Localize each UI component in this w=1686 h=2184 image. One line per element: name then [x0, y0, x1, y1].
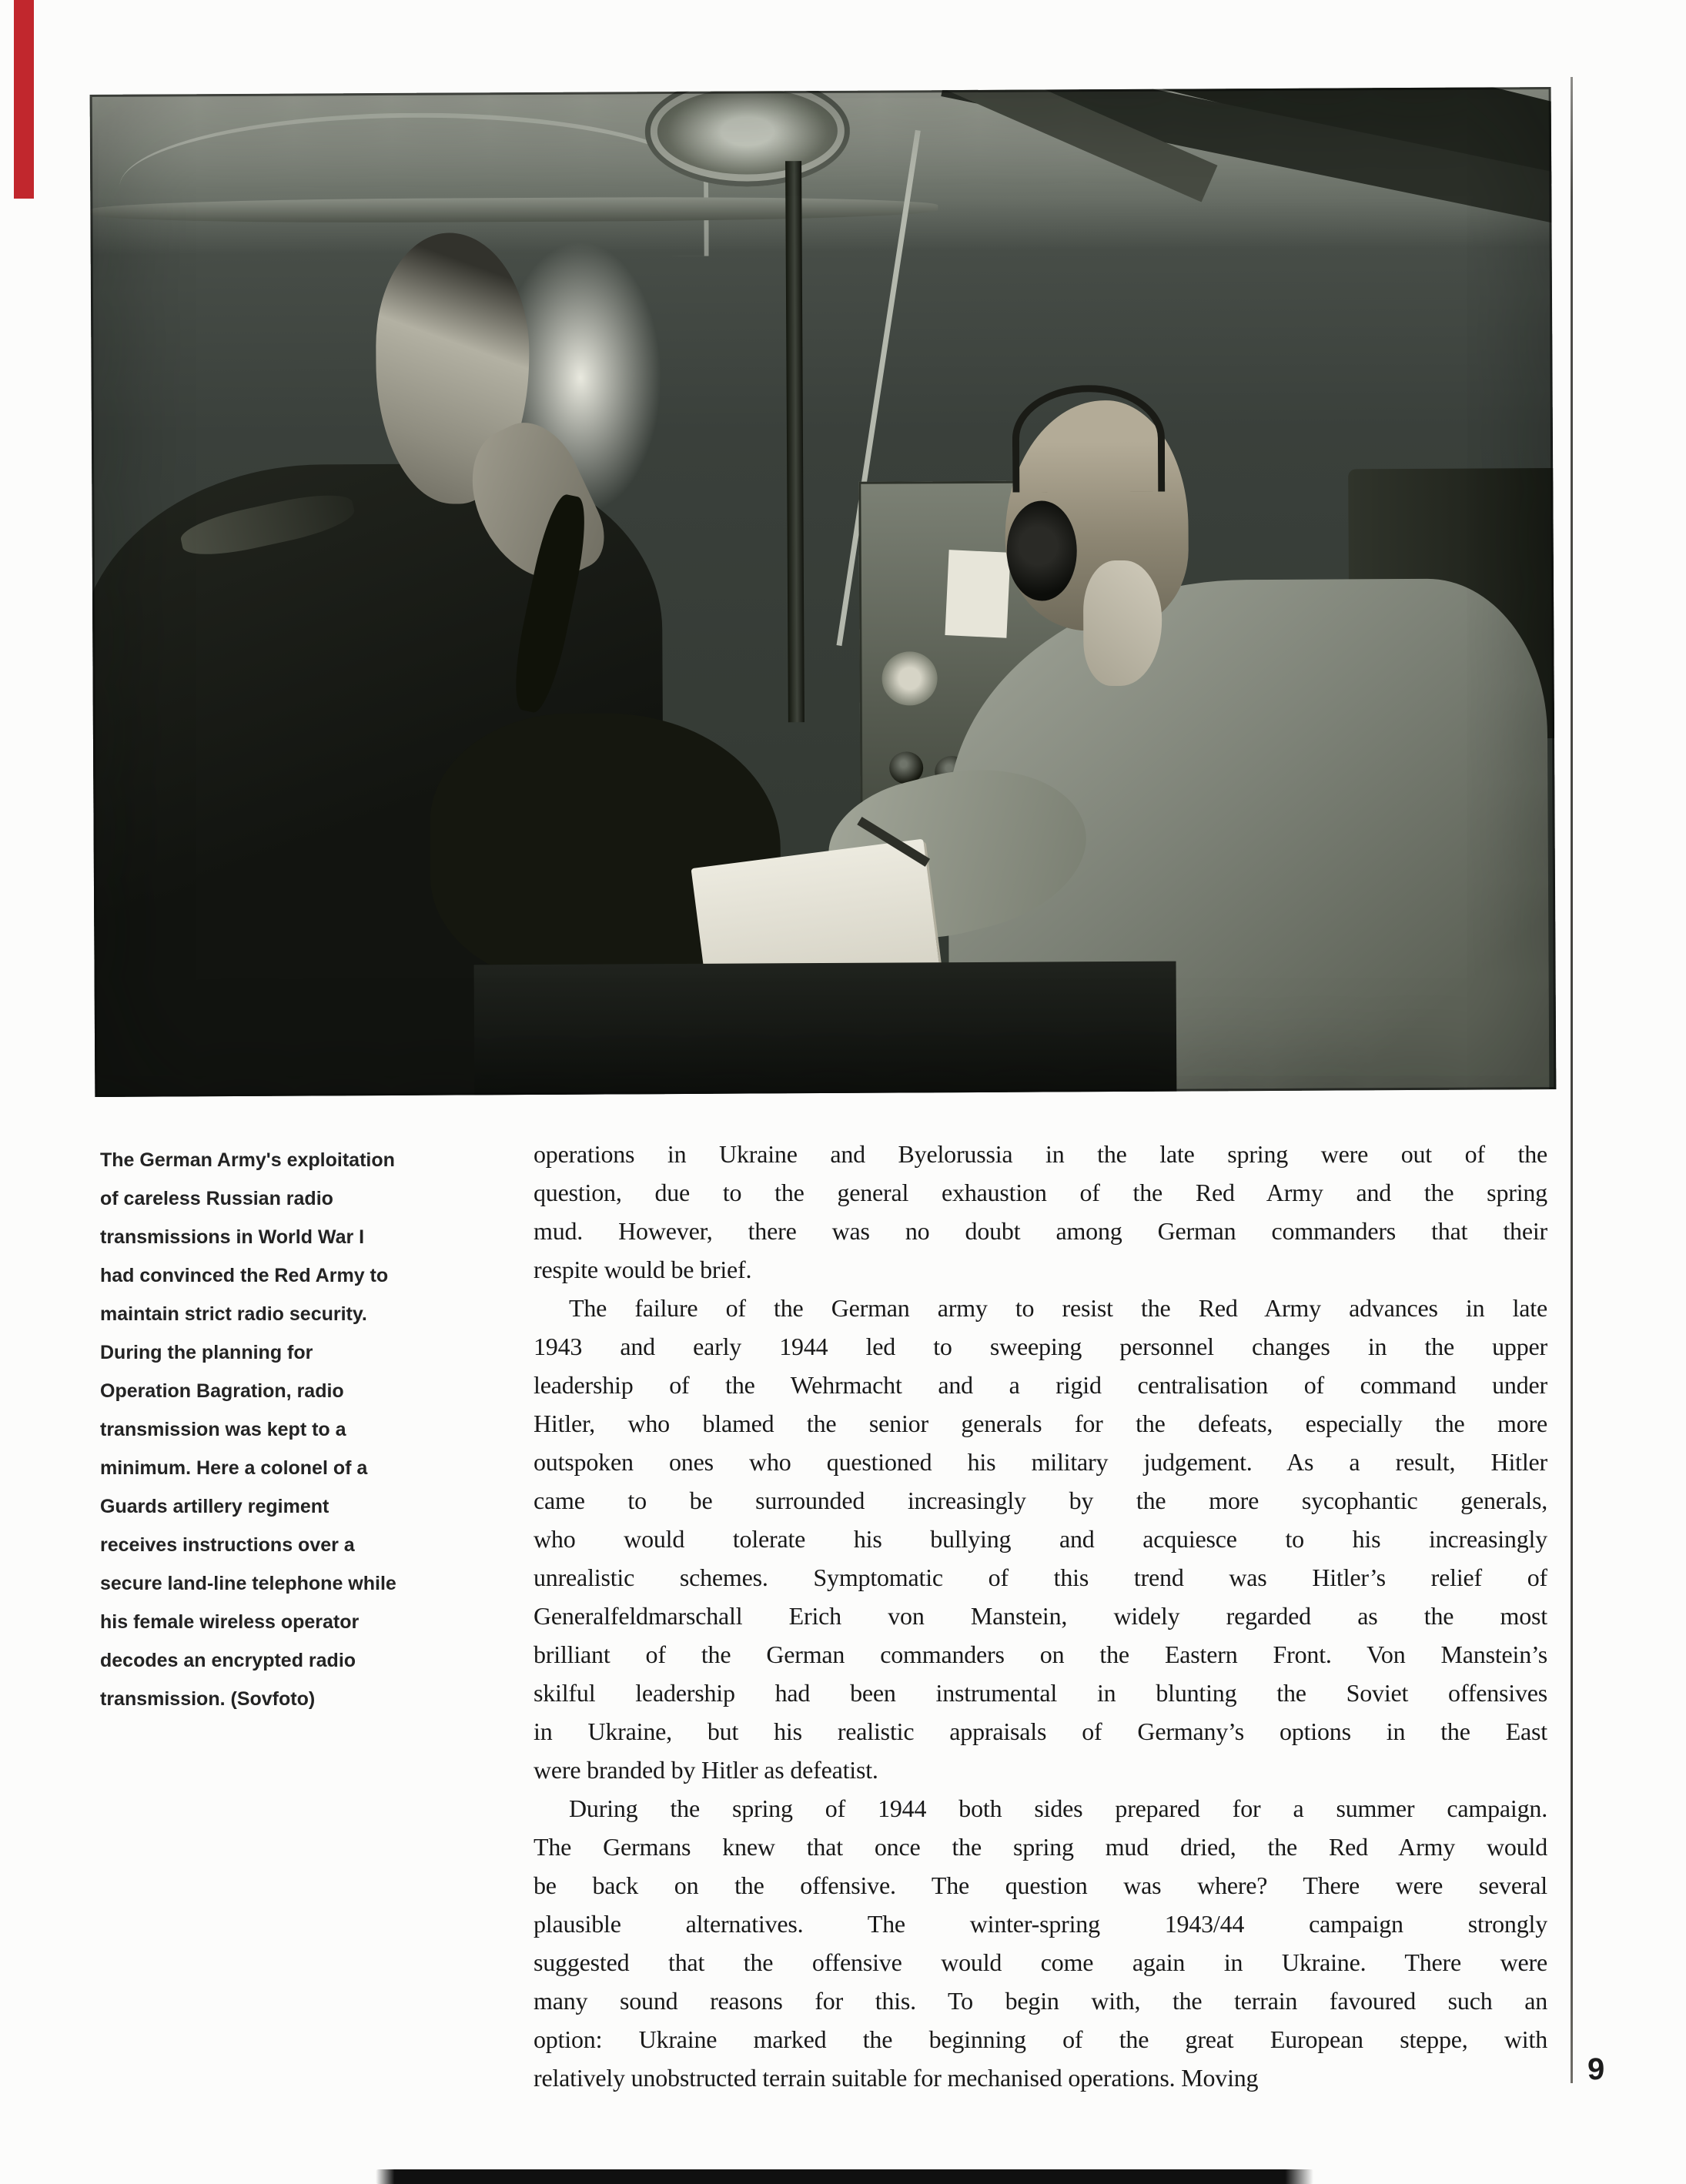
body-paragraph — [534, 1135, 1547, 1289]
body-line: leadership of the Wehrmacht and a rigid centralisation of command under — [534, 1371, 1547, 1399]
caption-line: Guards artillery regiment — [100, 1496, 330, 1517]
photo-radio-card — [945, 550, 1011, 637]
body-line: came to be surrounded increasingly by the more sycophantic generals, — [534, 1487, 1547, 1514]
caption-line: The German Army's exploitation — [100, 1149, 395, 1171]
caption-line: of careless Russian radio — [100, 1188, 333, 1209]
photo-headphone-cup — [1007, 500, 1078, 601]
photo-caption — [100, 1141, 502, 1718]
body-line: question, due to the general exhaustion of the Red Army and the spring — [534, 1179, 1547, 1206]
photo-radio-room — [90, 87, 1557, 1097]
body-line: mud. However, there was no doubt among German commanders that their — [534, 1217, 1547, 1245]
body-line: outspoken ones who questioned his military judgement. As a result, Hitler — [534, 1448, 1547, 1476]
body-line: Generalfeldmarschall Erich von Manstein, widely regarded as the most — [534, 1602, 1547, 1630]
body-line: Hitler, who blamed the senior generals for the defeats, especially the more — [534, 1410, 1547, 1437]
photo-support-pole — [786, 161, 805, 722]
body-line: unrealistic schemes. Symptomatic of this trend was Hitler’s relief of — [534, 1564, 1547, 1591]
caption-line: minimum. Here a colonel of a — [100, 1457, 368, 1479]
page-number: 9 — [1587, 2052, 1605, 2086]
body-line: suggested that the offensive would come again in Ukraine. There were — [534, 1948, 1547, 1976]
body-line: brilliant of the German commanders on the Eastern Front. Von Manstein’s — [534, 1641, 1547, 1668]
caption-line: his female wireless operator — [100, 1611, 360, 1633]
body-line: The failure of the German army to resist the Red Army advances in late — [569, 1294, 1547, 1322]
body-line: 1943 and early 1944 led to sweeping personnel changes in the upper — [534, 1333, 1547, 1360]
body-paragraph — [534, 1789, 1547, 2097]
body-line: operations in Ukraine and Byelorussia in the late spring were out of the — [534, 1140, 1547, 1168]
body-line: option: Ukraine marked the beginning of the great European steppe, with — [534, 2025, 1547, 2053]
body-text — [534, 1135, 1547, 2097]
body-paragraph — [534, 1289, 1547, 1789]
red-edge-artifact — [14, 0, 34, 199]
body-line: skilful leadership had been instrumental in blunting the Soviet offensives — [534, 1679, 1547, 1707]
bottom-edge-artifact — [376, 2169, 1313, 2184]
caption-line: transmissions in World War I — [100, 1226, 365, 1248]
caption-line: Operation Bagration, radio — [100, 1380, 344, 1402]
caption-line: During the planning for — [100, 1342, 313, 1363]
caption-line: transmission was kept to a — [100, 1419, 346, 1440]
body-line: were branded by Hitler as defeatist. — [534, 1756, 878, 1784]
body-line: be back on the offensive. The question was where? There were several — [534, 1871, 1547, 1899]
caption-line: transmission. (Sovfoto) — [100, 1688, 316, 1710]
body-line: The Germans knew that once the spring mud dried, the Red Army would — [534, 1833, 1547, 1861]
body-line: respite would be brief. — [534, 1256, 752, 1283]
caption-line: receives instructions over a — [100, 1534, 355, 1556]
right-margin-rule — [1571, 77, 1573, 2083]
body-line: plausible alternatives. The winter-spring 1943/44 campaign strongly — [534, 1910, 1547, 1938]
photo-desk — [474, 961, 1176, 1097]
body-line: who would tolerate his bullying and acquiesce to his increasingly — [534, 1525, 1547, 1553]
body-line: relatively unobstructed terrain suitable for mechanised operations. Moving — [534, 2064, 1259, 2092]
caption-line: secure land-line telephone while — [100, 1573, 396, 1594]
caption-line: had convinced the Red Army to — [100, 1265, 389, 1286]
body-line: in Ukraine, but his realistic appraisals of Germany’s options in the East — [534, 1717, 1547, 1745]
caption-line: maintain strict radio security. — [100, 1303, 367, 1325]
body-line: many sound reasons for this. To begin with, the terrain favoured such an — [534, 1987, 1547, 2015]
body-line: During the spring of 1944 both sides prepared for a summer campaign. — [569, 1794, 1547, 1822]
caption-line: decodes an encrypted radio — [100, 1650, 356, 1671]
photo-headphone-band — [1012, 385, 1165, 493]
